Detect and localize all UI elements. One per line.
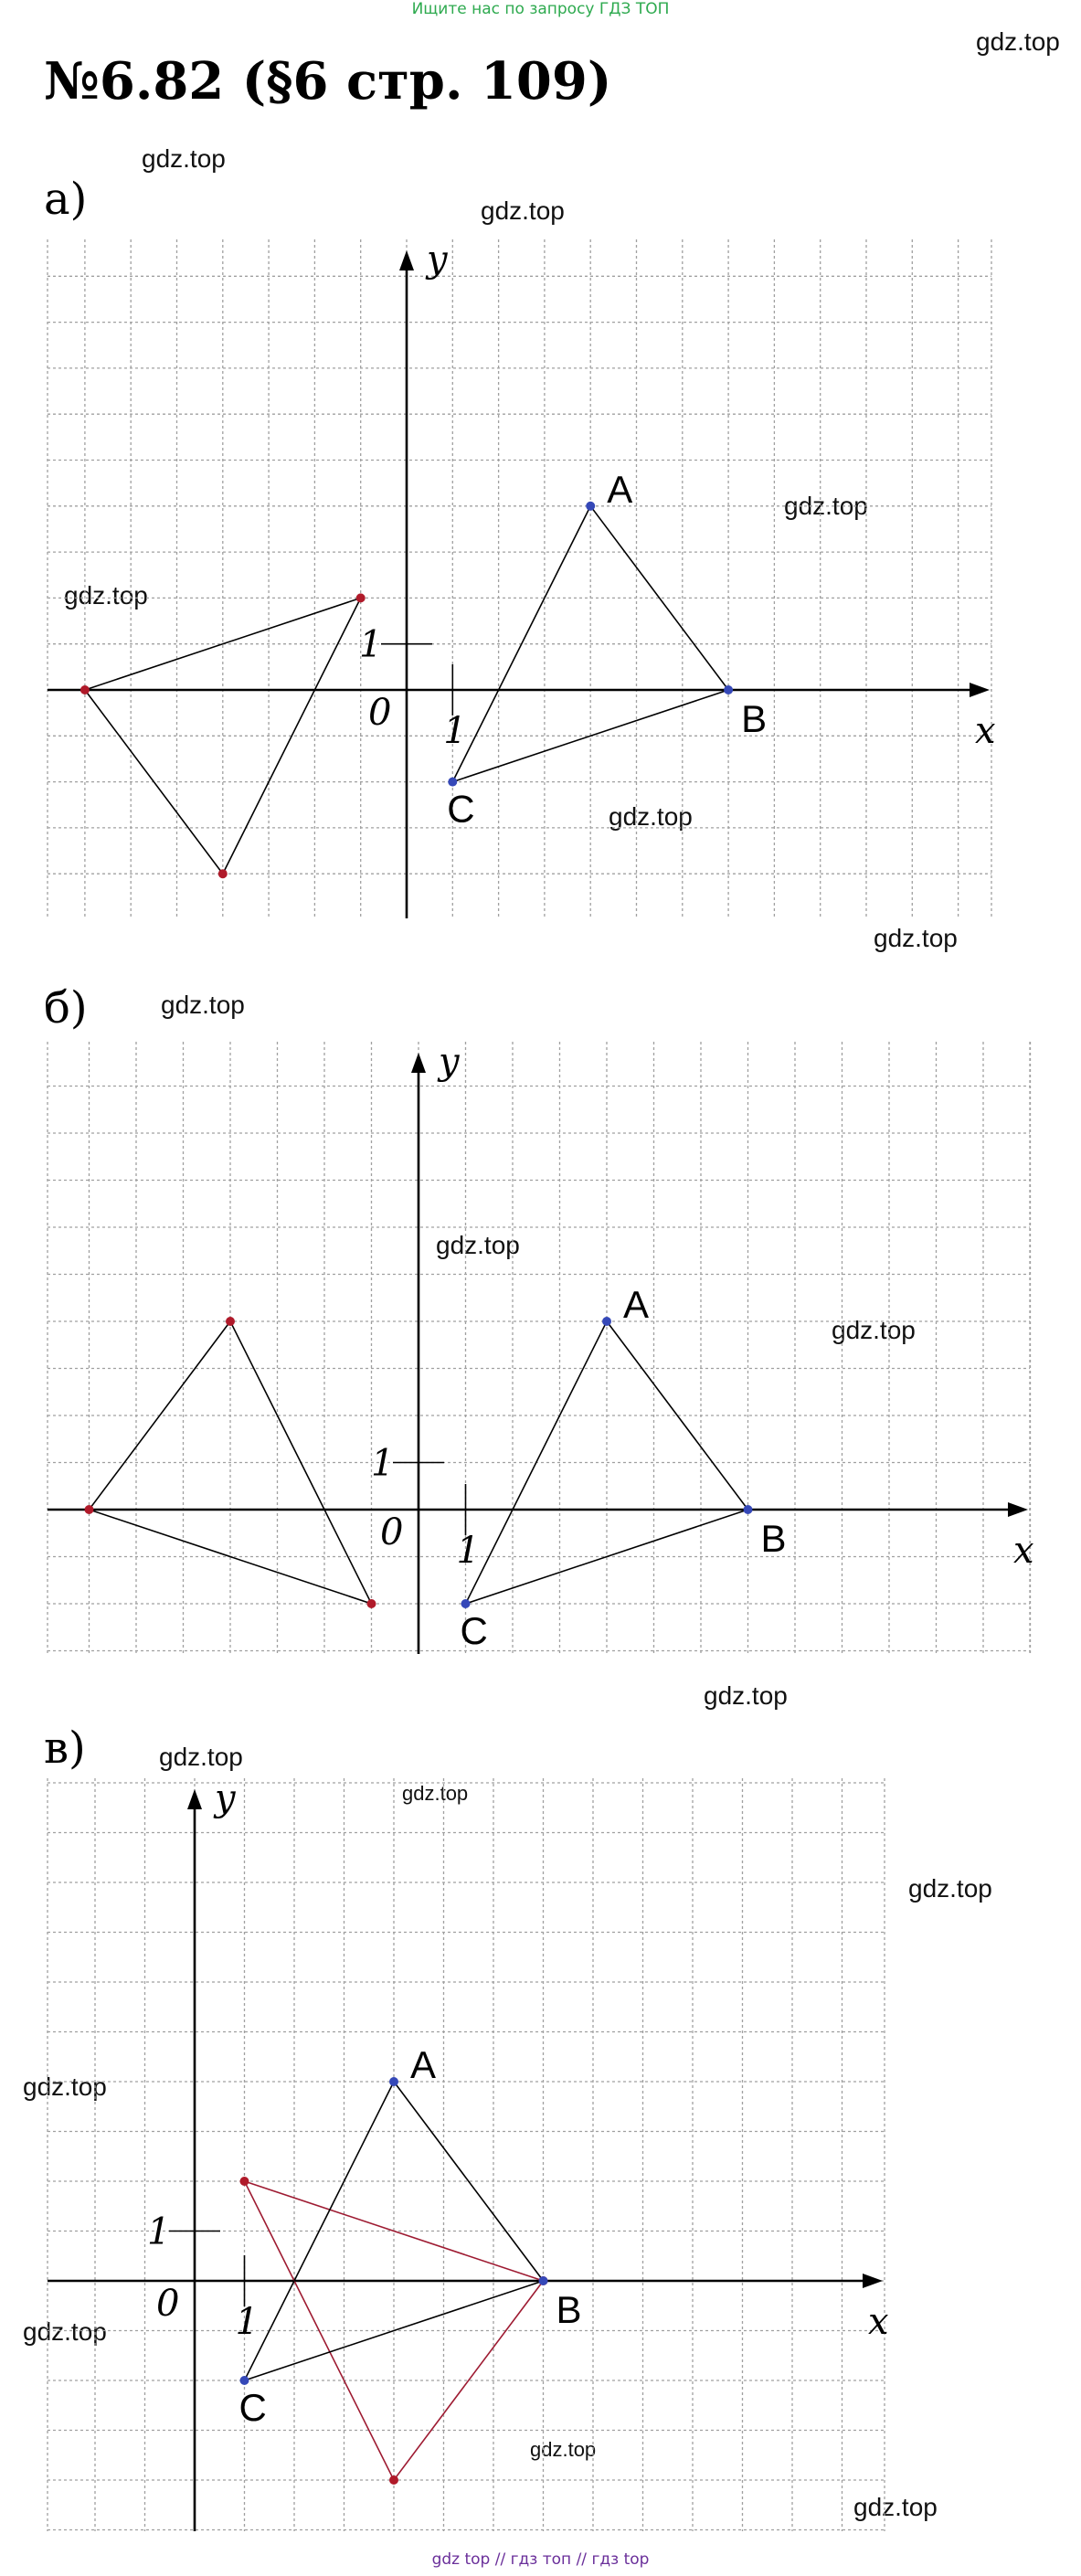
watermark: gdz.top — [142, 144, 226, 173]
image-point — [80, 685, 90, 694]
watermark: gdz.top — [908, 1874, 992, 1903]
point-b-label: B — [556, 2288, 582, 2331]
x-unit-label: 1 — [235, 2301, 259, 2343]
x-axis-arrow — [970, 683, 990, 697]
search-hint-link[interactable]: Ищите нас по запросу ГДЗ ТОП — [411, 0, 670, 18]
origin-label: 0 — [156, 2283, 180, 2325]
point-c-label: C — [447, 787, 475, 831]
page-title: №6.82 (§6 стр. 109) — [44, 51, 612, 111]
watermark: gdz.top — [64, 581, 148, 610]
watermark: gdz.top — [402, 1782, 469, 1805]
y-axis-arrow — [399, 250, 414, 270]
x-unit-label: 1 — [443, 710, 467, 752]
y-axis-label: y — [439, 1041, 460, 1083]
watermark: gdz.top — [609, 802, 693, 831]
point-c-label: C — [460, 1609, 488, 1652]
point-c — [448, 778, 457, 787]
y-axis-label: y — [427, 239, 448, 281]
watermark: gdz.top — [23, 2317, 107, 2346]
footer-link[interactable]: гдз топ — [510, 2550, 572, 2569]
watermark: gdz.top — [704, 1681, 788, 1710]
watermark: gdz.top — [874, 924, 958, 952]
point-a-label: A — [607, 467, 633, 511]
watermark: gdz.top — [159, 1743, 243, 1771]
image-point — [356, 593, 366, 602]
point-a — [586, 502, 595, 511]
point-b-label: B — [760, 1517, 787, 1560]
footer-link[interactable]: гдз top — [591, 2550, 650, 2569]
watermark: gdz.top — [784, 492, 868, 520]
watermark: gdz.top — [832, 1316, 916, 1344]
watermark: gdz.top — [481, 196, 565, 225]
point-c-label: C — [238, 2386, 267, 2429]
y-unit-label: 1 — [371, 1442, 395, 1485]
image-point — [218, 869, 228, 878]
point-a-label: A — [623, 1283, 650, 1326]
watermark: gdz.top — [530, 2438, 597, 2461]
point-b — [724, 685, 733, 694]
x-unit-label: 1 — [456, 1530, 480, 1572]
section-label-v: в) — [44, 1723, 86, 1774]
y-axis-label: y — [215, 1777, 236, 1819]
section-label-a: а) — [44, 174, 88, 225]
section-label-b: б) — [44, 982, 88, 1034]
watermark: gdz.top — [853, 2493, 938, 2521]
point-b-label: B — [741, 697, 768, 740]
watermark: gdz.top — [161, 991, 245, 1019]
origin-label: 0 — [368, 692, 392, 734]
watermark: gdz.top — [436, 1231, 520, 1259]
y-unit-label: 1 — [359, 623, 383, 666]
footer-links[interactable]: gdz top // гдз топ // гдз top — [431, 2550, 650, 2569]
point-a-label: A — [410, 2043, 437, 2086]
watermark: gdz.top — [976, 27, 1060, 56]
x-axis-label: x — [868, 2301, 889, 2343]
y-unit-label: 1 — [147, 2210, 171, 2253]
watermark: gdz.top — [23, 2072, 107, 2101]
origin-label: 0 — [380, 1511, 404, 1553]
footer-link[interactable]: gdz top — [431, 2550, 491, 2569]
x-axis-label: x — [975, 710, 996, 752]
x-axis-label: x — [1013, 1530, 1034, 1572]
